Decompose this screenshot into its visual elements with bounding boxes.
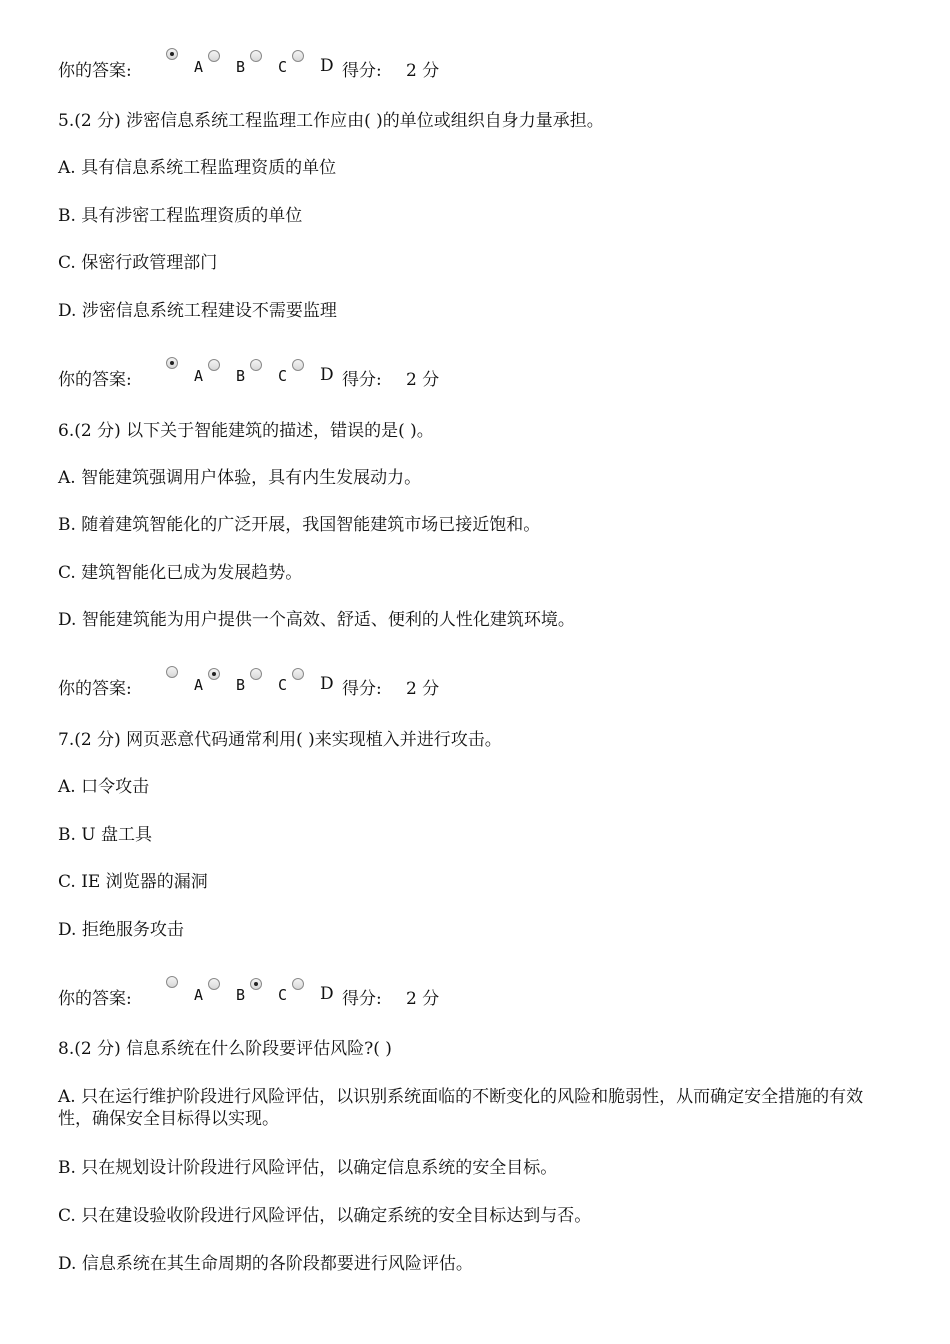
option-text: D. 信息系统在其生命周期的各阶段都要进行风险评估。 <box>58 1254 473 1274</box>
option-text: D. 涉密信息系统工程建设不需要监理 <box>58 301 337 321</box>
option-d-letter: D <box>320 56 334 76</box>
question-title: 6.(2 分) 以下关于智能建筑的描述，错误的是( )。 <box>58 421 434 441</box>
question-title: 7.(2 分) 网页恶意代码通常利用( )来实现植入并进行攻击。 <box>58 730 502 750</box>
score-label: 得分: <box>342 989 382 1009</box>
option-text: D. 拒绝服务攻击 <box>58 920 184 940</box>
option-text: D. 智能建筑能为用户提供一个高效、舒适、便利的人性化建筑环境。 <box>58 610 575 630</box>
option-text: C. 保密行政管理部门 <box>58 253 218 273</box>
radio-b[interactable] <box>208 978 220 990</box>
radio-b[interactable] <box>208 50 220 62</box>
option-text: A. 具有信息系统工程监理资质的单位 <box>58 158 337 178</box>
option-text: B. 只在规划设计阶段进行风险评估，以确定信息系统的安全目标。 <box>58 1158 558 1178</box>
option-text: B. 具有涉密工程监理资质的单位 <box>58 206 303 226</box>
answer-label: 你的答案: <box>58 679 132 699</box>
answer-label: 你的答案: <box>58 989 132 1009</box>
answer-row: 你的答案: A B C D 得分: 2 分 <box>58 359 658 389</box>
option-d-letter: D <box>320 674 334 694</box>
score-label: 得分: <box>342 679 382 699</box>
radio-a[interactable] <box>166 976 178 988</box>
radio-b[interactable] <box>208 668 220 680</box>
score-label: 得分: <box>342 370 382 390</box>
radio-d[interactable] <box>292 978 304 990</box>
option-text: C. 只在建设验收阶段进行风险评估，以确定系统的安全目标达到与否。 <box>58 1206 592 1226</box>
radio-c[interactable] <box>250 359 262 371</box>
radio-d[interactable] <box>292 359 304 371</box>
option-text: A. 智能建筑强调用户体验，具有内生发展动力。 <box>58 468 422 488</box>
score-value: 2 分 <box>406 679 440 699</box>
option-text: C. 建筑智能化已成为发展趋势。 <box>58 563 303 583</box>
radio-a[interactable] <box>166 48 178 60</box>
radio-d[interactable] <box>292 668 304 680</box>
radio-c[interactable] <box>250 668 262 680</box>
answer-label: 你的答案: <box>58 61 132 81</box>
question-title: 8.(2 分) 信息系统在什么阶段要评估风险?( ) <box>58 1039 392 1059</box>
radio-c[interactable] <box>250 50 262 62</box>
radio-a[interactable] <box>166 357 178 369</box>
option-text: B. U 盘工具 <box>58 825 153 845</box>
radio-b[interactable] <box>208 359 220 371</box>
answer-row: 你的答案: A B C D 得分: 2 分 <box>58 978 658 1008</box>
option-d-letter: D <box>320 365 334 385</box>
option-text: A. 只在运行维护阶段进行风险评估，以识别系统面临的不断变化的风险和脆弱性，从而确定安全措施的有效性，确保安全目标得以实现。 <box>58 1087 864 1129</box>
score-value: 2 分 <box>406 989 440 1009</box>
radio-a[interactable] <box>166 666 178 678</box>
answer-row: 你的答案: A B C D 得分: 2 分 <box>58 668 658 698</box>
score-value: 2 分 <box>406 61 440 81</box>
option-text: B. 随着建筑智能化的广泛开展，我国智能建筑市场已接近饱和。 <box>58 515 541 535</box>
option-text: A. 口令攻击 <box>58 777 150 797</box>
score-value: 2 分 <box>406 370 440 390</box>
option-d-letter: D <box>320 984 334 1004</box>
option-text: C. IE 浏览器的漏洞 <box>58 872 208 892</box>
radio-d[interactable] <box>292 50 304 62</box>
question-title: 5.(2 分) 涉密信息系统工程监理工作应由( )的单位或组织自身力量承担。 <box>58 111 604 131</box>
answer-label: 你的答案: <box>58 370 132 390</box>
radio-c[interactable] <box>250 978 262 990</box>
score-label: 得分: <box>342 61 382 81</box>
answer-row: 你的答案: A B C D 得分: 2 分 <box>58 50 658 80</box>
